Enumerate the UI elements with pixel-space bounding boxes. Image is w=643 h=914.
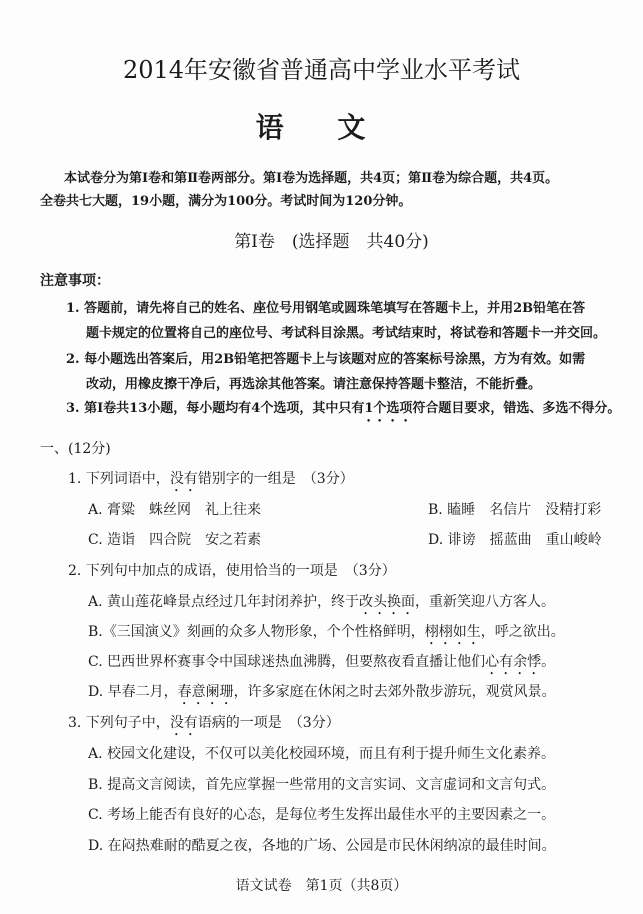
notice-item-3 [66, 400, 620, 425]
notice-item-2-cont: 改动，用橡皮擦干净后，再选涂其他答案。请注意保持答题卡整洁，不能折叠。 [86, 377, 542, 392]
q2-option-a [88, 593, 555, 618]
q1-options-row-1 [88, 501, 608, 519]
text: 错别字的一组是 （3分） [197, 471, 354, 487]
text: 3. 下列句子中， [68, 715, 170, 731]
q3-option-b: B. 提高文言阅读，首先应掌握一些常用的文言实词、文言虚词和文言句式。 [88, 777, 556, 793]
text: C. 巴西世界杯赛事令中国球迷热血沸腾，但要熬夜看直播让他们 [88, 654, 486, 670]
notice-item-1: 1. 答题前，请先将自己的姓名、座位号用钢笔或圆珠笔填写在答题卡上，并用2B铅笔在答 [66, 301, 586, 316]
notice-heading: 注意事项： [40, 273, 110, 289]
emphasized-text: 没有 [169, 715, 198, 731]
emphasized-text: 心有余悸 [485, 654, 542, 670]
emphasized-text: 改头换面 [359, 594, 416, 610]
emphasized-text: 春意阑珊 [177, 684, 234, 700]
q1-option-c: C. 造诣 四合院 安之若素 [88, 532, 262, 548]
question-1 [68, 470, 354, 495]
emphasized-text: 栩栩如生 [424, 624, 481, 640]
text: ，许多家庭在休闲之时去郊外散步游玩，观赏风景。 [233, 684, 556, 700]
text: 。 [541, 654, 556, 670]
text: 1. 下列词语中， [68, 471, 170, 487]
exam-title: 2014年安徽省普通高中学业水平考试 [122, 56, 521, 84]
notice-item-2: 2. 每小题选出答案后，用2B铅笔把答题卡上与该题对应的答案标号涂黑，方为有效。如需 [66, 352, 586, 367]
emphasized-text: 没有 [169, 471, 198, 487]
question-2: 2. 下列句中加点的成语，使用恰当的一项是 （3分） [68, 563, 396, 579]
q3-option-a: A. 校园文化建设，不仅可以美化校园环境，而且有利于提升师生文化素养。 [88, 746, 556, 762]
text: B.《三国演义》刻画的众多人物形象，个个性格鲜明， [88, 624, 425, 640]
part-one-heading: 一、(12分) [40, 441, 111, 457]
text: 语病的一项是 （3分） [197, 715, 340, 731]
intro-line-1: 本试卷分为第Ⅰ卷和第Ⅱ卷两部分。第Ⅰ卷为选择题，共4页；第Ⅱ卷为综合题，共4页。 [64, 171, 559, 186]
text: 3. 第Ⅰ卷共13小题，每小题均有4个选项，其中只有 [66, 401, 365, 416]
page-footer: 语文试卷 第1页（共8页） [235, 878, 408, 894]
q2-option-b [88, 623, 565, 648]
q1-option-a: A. 膏粱 蛛丝网 礼上往来 [88, 502, 262, 518]
text: 符合题目要求，错选、多选不得分。 [412, 401, 621, 416]
question-3 [68, 714, 340, 739]
q1-option-d: D. 诽谤 摇蓝曲 重山峻岭 [428, 532, 602, 548]
q3-option-c: C. 考场上能否有良好的心态，是每位考生发挥出最佳水平的主要因素之一。 [88, 807, 556, 823]
notice-item-1-cont: 题卡规定的位置将自己的座位号、考试科目涂黑。考试结束时，将试卷和答题卡一并交回。 [86, 326, 607, 341]
q2-option-d [88, 683, 556, 708]
text: ，呼之欲出。 [480, 624, 565, 640]
emphasized-text: 1个选项 [364, 401, 413, 416]
text: A. 黄山莲花峰景点经过几年封闭养护，终于 [88, 594, 360, 610]
subject-title: 语 文 [255, 111, 388, 144]
q2-option-c [88, 653, 555, 678]
text: ，重新笑迎八方客人。 [415, 594, 556, 610]
text: D. 早春二月， [88, 684, 178, 700]
intro-line-2: 全卷共七大题，19小题，满分为100分。考试时间为120分钟。 [40, 194, 412, 209]
q3-option-d: D. 在闷热难耐的酷夏之夜，各地的广场、公园是市民休闲纳凉的最佳时间。 [88, 838, 556, 854]
q1-options-row-2 [88, 531, 608, 549]
section-title: 第Ⅰ卷 (选择题 共40分) [234, 232, 429, 252]
q1-option-b: B. 瞌睡 名信片 没精打彩 [428, 502, 602, 518]
